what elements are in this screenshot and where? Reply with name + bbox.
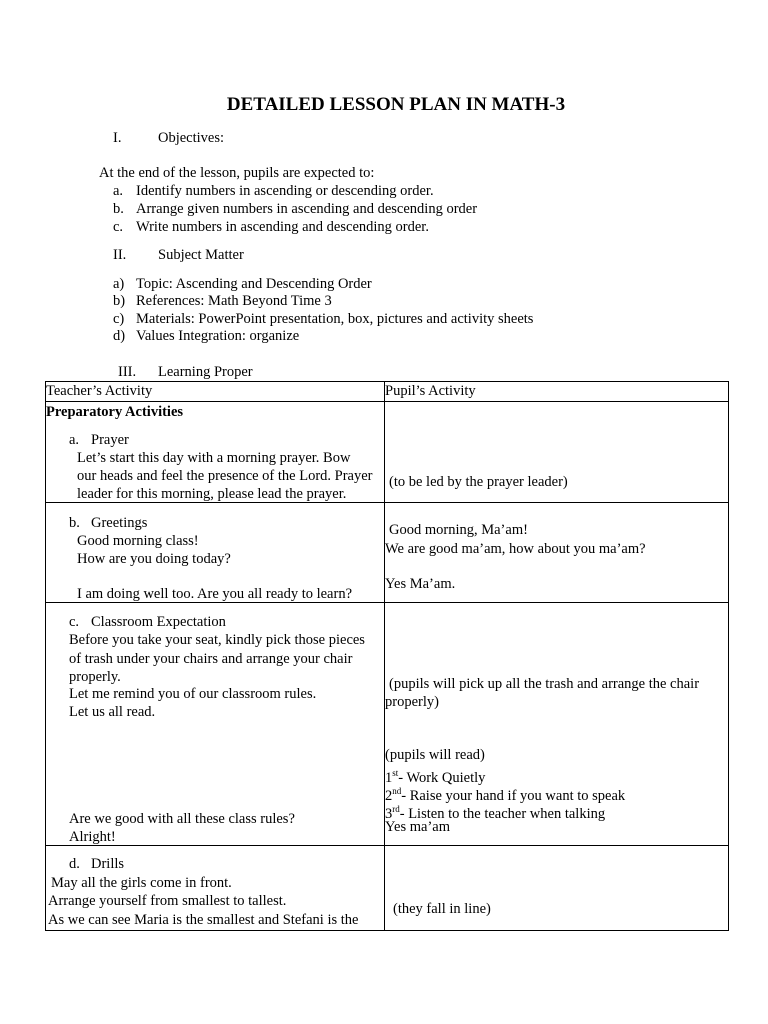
objectives-intro: At the end of the lesson, pupils are expected to: (99, 165, 375, 181)
column-header-pupil (385, 382, 729, 402)
teacher-line: How are you doing today? (77, 550, 231, 567)
pupil-line: We are good ma’am, how about you ma’am? (385, 540, 646, 557)
subject-marker: c) (113, 311, 125, 327)
objective-marker: a. (113, 183, 124, 199)
section-heading-subject-matter: Subject Matter (158, 247, 244, 263)
prayer-heading: Prayer (91, 431, 129, 448)
column-header-label: Teacher’s Activity (46, 383, 153, 399)
teacher-line: Good morning class! (77, 532, 199, 549)
table-row (46, 602, 729, 845)
pupil-line: properly) (385, 693, 439, 710)
objective-item: Identify numbers in ascending or descending order. (136, 183, 434, 199)
column-header-label: Pupil’s Activity (385, 383, 476, 399)
pupil-line: (they fall in line) (393, 900, 491, 917)
lesson-activity-table (45, 381, 729, 931)
teacher-cell (46, 845, 385, 930)
subject-marker: d) (113, 328, 126, 344)
pupil-line: Good morning, Ma’am! (389, 521, 528, 538)
subject-item: Materials: PowerPoint presentation, box, pictures and activity sheets (136, 311, 534, 327)
drills-marker: d. (69, 855, 80, 872)
document-title: DETAILED LESSON PLAN IN MATH-3 (226, 94, 566, 115)
subject-item: Topic: Ascending and Descending Order (136, 276, 372, 292)
rule-text: - Work Quietly (398, 769, 486, 786)
pupil-cell (385, 602, 729, 845)
table-row (46, 845, 729, 930)
teacher-line: leader for this morning, please lead the prayer. (77, 485, 347, 502)
section-numeral-subject-matter: II. (113, 247, 127, 263)
objective-item: Write numbers in ascending and descending order. (136, 219, 429, 235)
preparatory-activities-label: Preparatory Activities (46, 403, 184, 420)
column-header-teacher (46, 382, 385, 402)
teacher-line: Let me remind you of our classroom rules. (69, 685, 317, 702)
section-heading-objectives: Objectives: (158, 130, 225, 146)
pupil-line: (to be led by the prayer leader) (389, 473, 568, 490)
table-row (46, 401, 729, 502)
pupil-line: (pupils will read) (385, 746, 485, 763)
pupil-line: Yes Ma’am. (385, 575, 456, 592)
teacher-line: Before you take your seat, kindly pick those pieces (69, 631, 365, 648)
greetings-heading: Greetings (91, 514, 148, 531)
drills-heading: Drills (91, 855, 125, 872)
teacher-cell (46, 602, 385, 845)
subject-item: Values Integration: organize (136, 328, 300, 344)
rule-number: 1 (385, 769, 393, 786)
teacher-line: Let’s start this day with a morning prayer. Bow (77, 449, 351, 466)
teacher-line: properly. (69, 668, 121, 685)
objective-marker: c. (113, 219, 124, 235)
pupil-line: (pupils will pick up all the trash and arrange the chair (389, 675, 700, 692)
subject-item: References: Math Beyond Time 3 (136, 293, 332, 309)
pupil-line: Yes ma’am (385, 818, 450, 835)
table-row (46, 502, 729, 602)
rule-ordinal: rd (392, 803, 400, 814)
teacher-cell (46, 401, 385, 502)
rule-text: - Listen to the teacher when talking (399, 805, 606, 822)
teacher-line: Arrange yourself from smallest to tallest. (48, 892, 287, 909)
section-numeral-learning-proper: III. (118, 364, 137, 380)
rule-number: 2 (385, 787, 393, 804)
greetings-marker: b. (69, 514, 80, 531)
teacher-line: I am doing well too. Are you all ready to learn? (77, 585, 353, 602)
pupil-cell (385, 845, 729, 930)
teacher-line: May all the girls come in front. (51, 874, 232, 891)
teacher-line: Are we good with all these class rules? (69, 810, 295, 827)
rule-number: 3 (385, 805, 393, 822)
rule-text: - Raise your hand if you want to speak (401, 787, 626, 804)
objective-item: Arrange given numbers in ascending and descending order (136, 201, 478, 217)
section-numeral-objectives: I. (113, 130, 122, 146)
teacher-line: Alright! (69, 828, 116, 845)
objective-marker: b. (113, 201, 124, 217)
teacher-cell (46, 502, 385, 602)
classroom-heading: Classroom Expectation (91, 613, 226, 630)
section-heading-learning-proper: Learning Proper (158, 364, 253, 380)
teacher-line: Let us all read. (69, 703, 156, 720)
pupil-cell (385, 401, 729, 502)
prayer-marker: a. (69, 431, 80, 448)
pupil-cell (385, 502, 729, 602)
classroom-marker: c. (69, 613, 80, 630)
teacher-line: of trash under your chairs and arrange your chair (69, 650, 353, 667)
subject-marker: a) (113, 276, 125, 292)
rule-ordinal: st (392, 767, 399, 778)
table-header-row (46, 382, 729, 402)
teacher-line: As we can see Maria is the smallest and Stefani is the (48, 911, 359, 928)
rule-ordinal: nd (392, 785, 402, 796)
subject-marker: b) (113, 293, 126, 309)
teacher-line: our heads and feel the presence of the Lord. Prayer (77, 467, 373, 484)
